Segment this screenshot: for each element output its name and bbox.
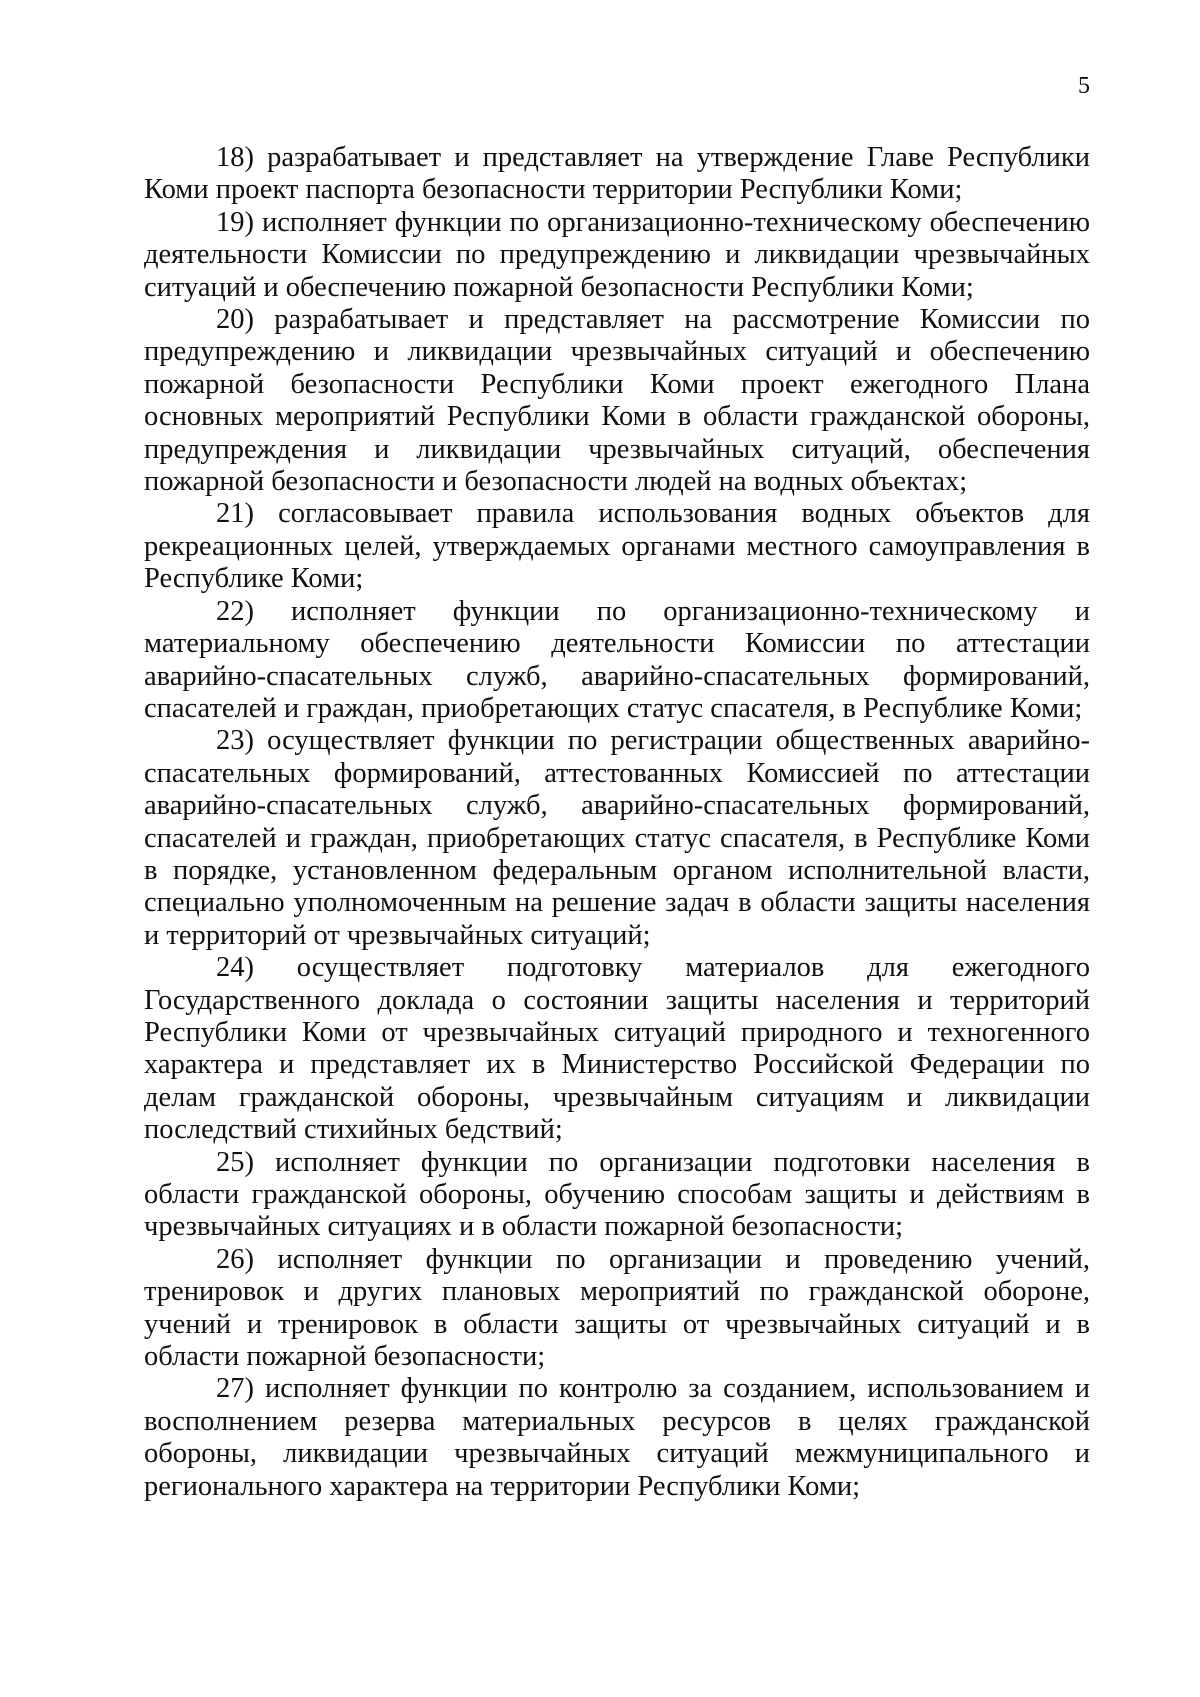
page-number: 5 [1078, 73, 1090, 99]
paragraph-item-19: 19) исполняет функции по организационно-техническому обеспечению деятельности Комиссии по предупреждению и ликвидации чрезвычайных ситуаций и обеспечению пожарной безопасности Республики Коми; [144, 206, 1090, 303]
paragraph-item-18: 18) разрабатывает и представляет на утверждение Главе Республики Коми проект паспорта безопасности территории Республики Коми; [144, 142, 1090, 206]
paragraph-item-27: 27) исполняет функции по контролю за созданием, использованием и восполнением резерва материальных ресурсов в целях гражданской обороны, ликвидации чрезвычайных ситуаций межмуниципального и регионального характера на территории Республики Коми; [144, 1373, 1090, 1502]
paragraph-item-21: 21) согласовывает правила использования водных объектов для рекреационных целей, утверждаемых органами местного самоуправления в Республике Коми; [144, 498, 1090, 595]
paragraph-item-25: 25) исполняет функции по организации подготовки населения в области гражданской обороны, обучению способам защиты и действиям в чрезвычайных ситуациях и в области пожарной безопасности; [144, 1146, 1090, 1243]
paragraph-item-20: 20) разрабатывает и представляет на рассмотрение Комиссии по предупреждению и ликвидации чрезвычайных ситуаций и обеспечению пожарной безопасности Республики Коми проект ежегодного Плана основных мероприятий Республики Коми в области гражданской обороны, предупреждения и ликвидации чрезвычайных ситуаций, обеспечения пожарной безопасности и безопасности людей на водных объектах; [144, 304, 1090, 498]
paragraph-item-23: 23) осуществляет функции по регистрации общественных аварийно-спасательных формирований, аттестованных Комиссией по аттестации аварийно-спасательных служб, аварийно-спасательных формирований, спасателей и граждан, приобретающих статус спасателя, в Республике Коми в порядке, установленном федеральным органом исполнительной власти, специально уполномоченным на решение задач в области защиты населения и территорий от чрезвычайных ситуаций; [144, 725, 1090, 951]
paragraph-item-24: 24) осуществляет подготовку материалов для ежегодного Государственного доклада о состоянии защиты населения и территорий Республики Коми от чрезвычайных ситуаций природного и техногенного характера и представляет их в Министерство Российской Федерации по делам гражданской обороны, чрезвычайным ситуациям и ликвидации последствий стихийных бедствий; [144, 952, 1090, 1146]
paragraph-item-22: 22) исполняет функции по организационно-техническому и материальному обеспечению деятельности Комиссии по аттестации аварийно-спасательных служб, аварийно-спасательных формирований, спасателей и граждан, приобретающих статус спасателя, в Республике Коми; [144, 595, 1090, 724]
paragraph-item-26: 26) исполняет функции по организации и проведению учений, тренировок и других плановых мероприятий по гражданской обороне, учений и тренировок в области защиты от чрезвычайных ситуаций и в области пожарной безопасности; [144, 1243, 1090, 1373]
document-body [144, 142, 1090, 1503]
